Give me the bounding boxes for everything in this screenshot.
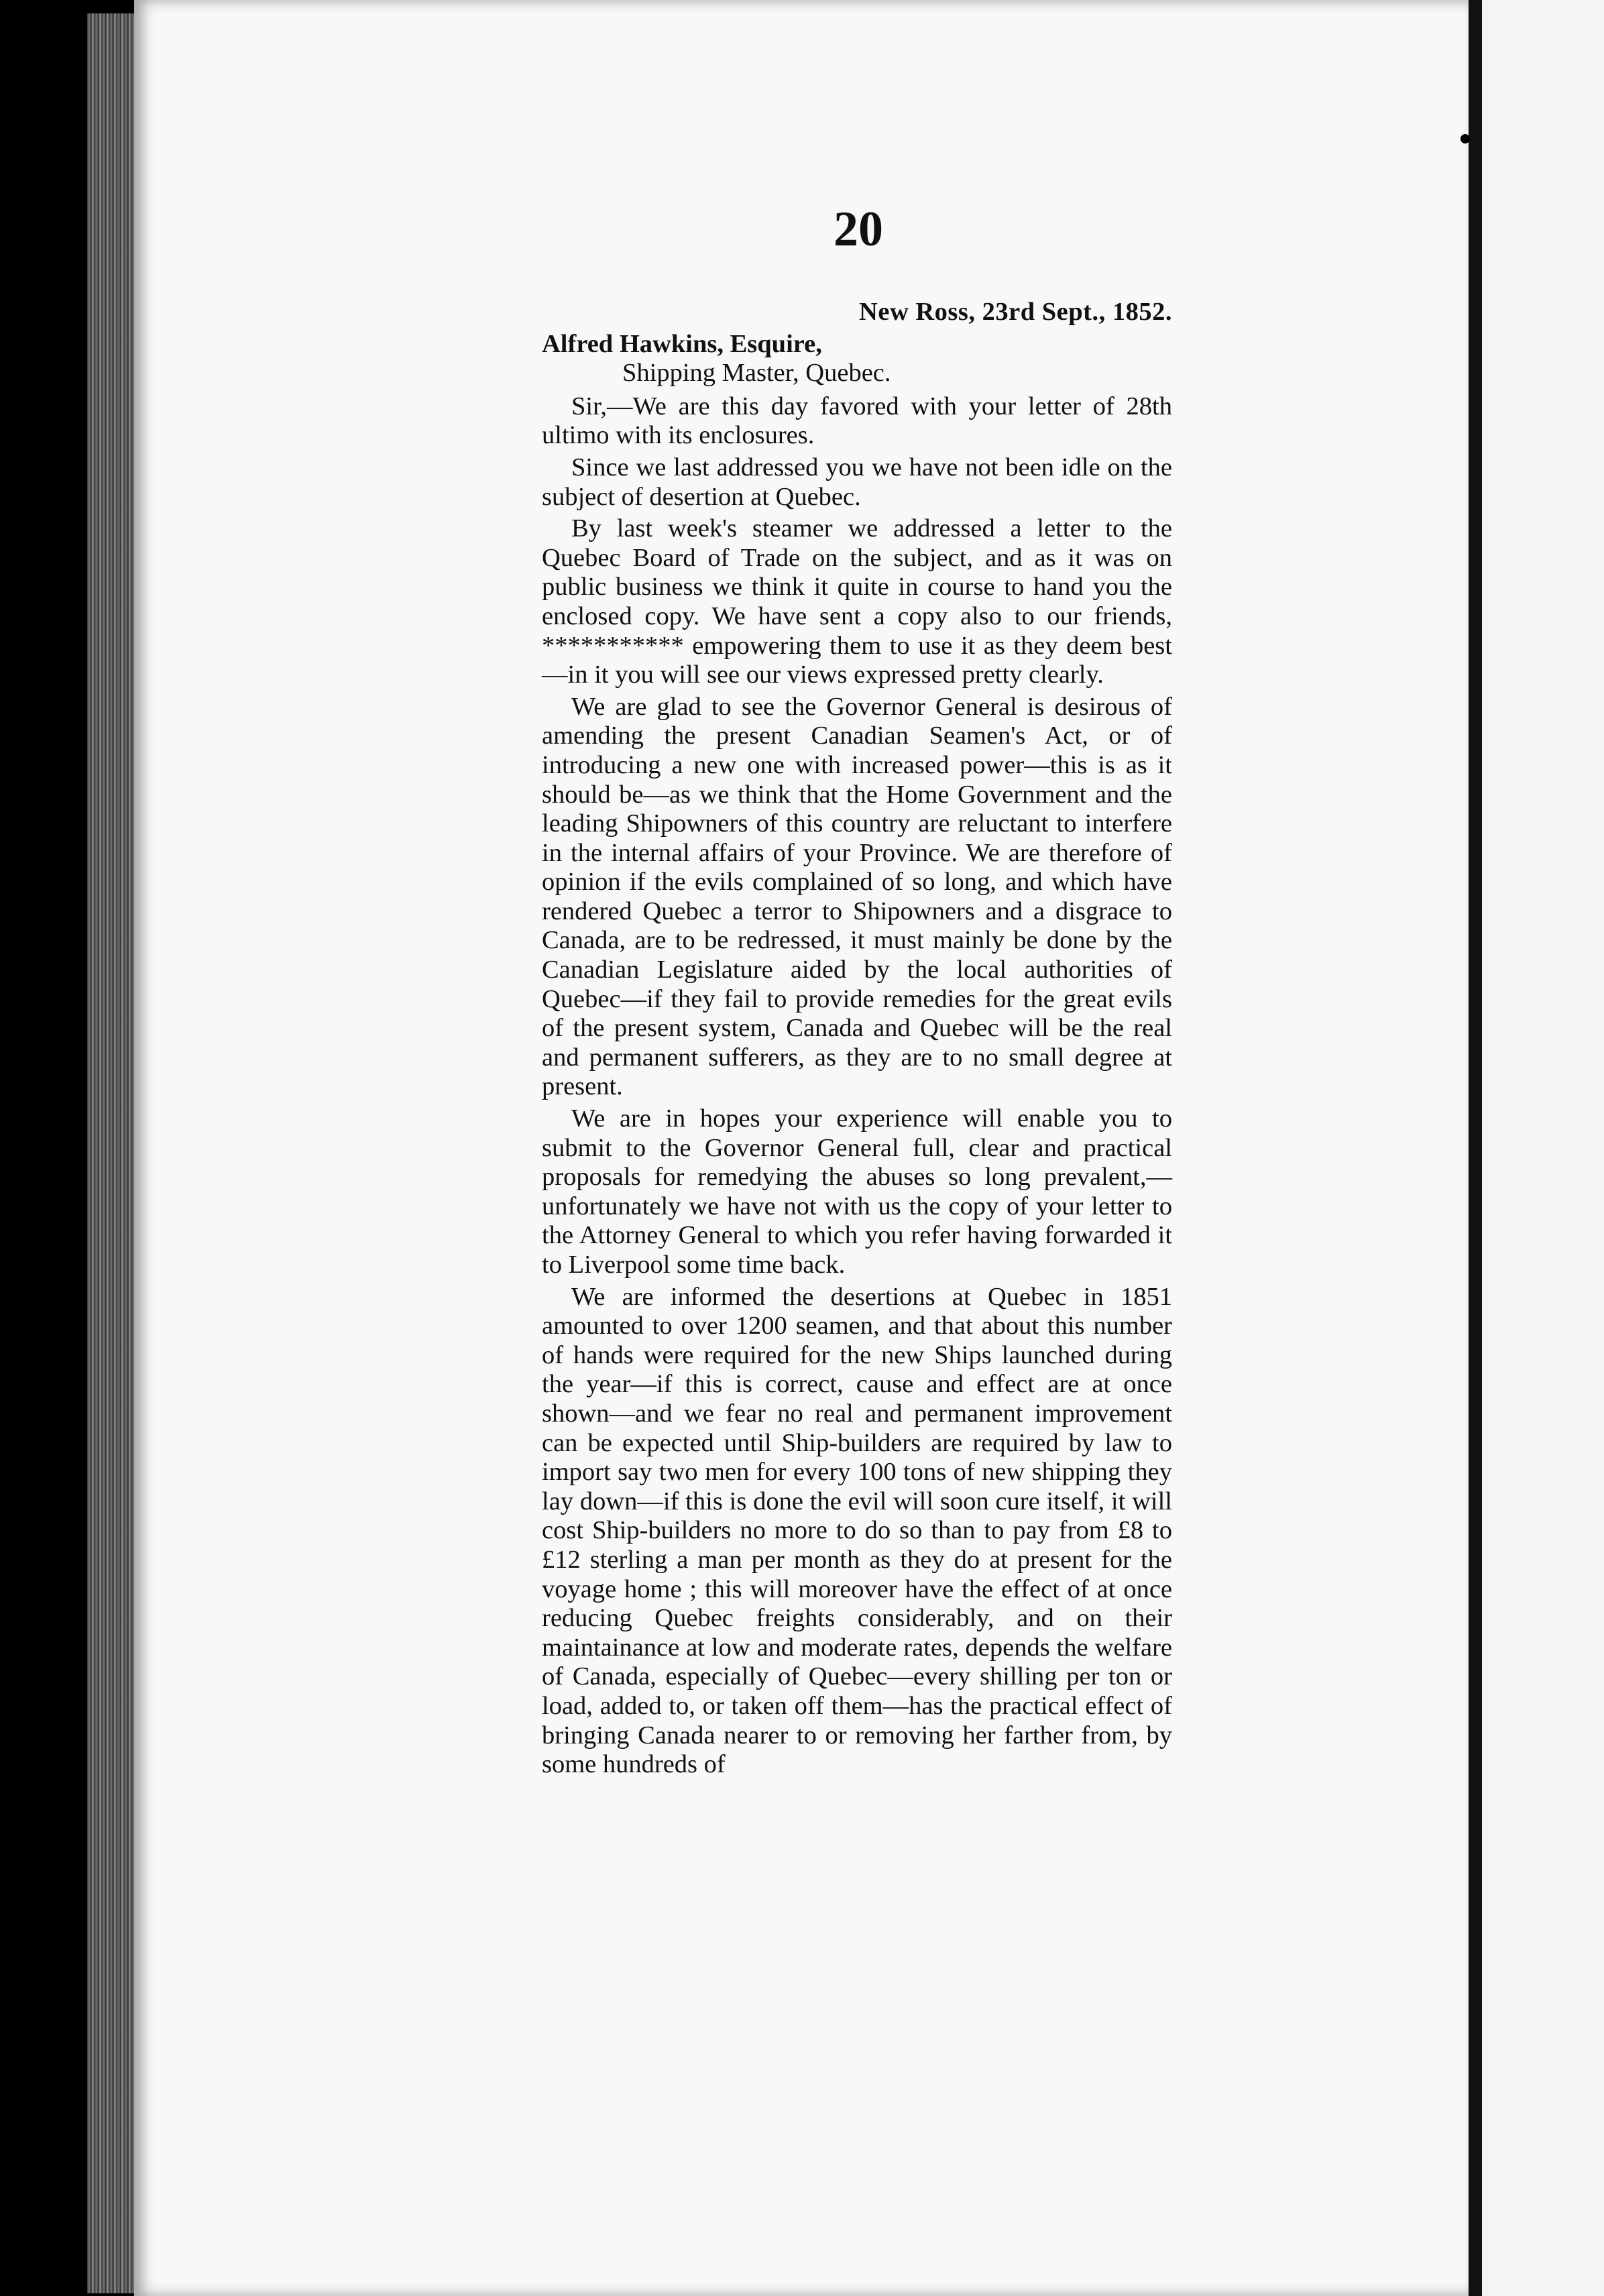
addressee-name: [542, 330, 1172, 359]
letter-paragraph: We are in hopes your experience will enable you to submit to the Governor General full, clear and practical proposals for remedying the abuses so long prevalent,—unfortunately we have not with us the copy of your letter to the Attorney General to which you refer having forwarded it to Liverpool some time back.: [542, 1104, 1172, 1279]
adjacent-page-edge: [1482, 0, 1604, 2296]
letter-body: [542, 298, 1172, 1782]
letter-dateline: New Ross, 23rd Sept., 1852.: [859, 298, 1172, 326]
letter-paragraph: By last week's steamer we addressed a letter to the Quebec Board of Trade on the subject, and as it was on public business we think it quite in course to hand you the enclosed copy. We have sent a copy also to our friends, *********** empowering them to use it as they deem best—in it you will see our views expressed pretty clearly.: [542, 514, 1172, 689]
letter-paragraph: We are glad to see the Governor General is desirous of amending the present Canadian Seamen's Act, or of introducing a new one with increased power—this is as it should be—as we think that the Home Government and the leading Shipowners of this country are reluctant to interfere in the internal affairs of your Province. We are therefore of opinion if the evils complained of so long, and which have rendered Quebec a terror to Shipowners and a disgrace to Canada, are to be redressed, it must mainly be done by the Canadian Legislature aided by the local authorities of Quebec—if they fail to provide remedies for the great evils of the present system, Canada and Quebec will be the real and permanent sufferers, as they are to no small degree at present.: [542, 692, 1172, 1101]
addressee-name-text: Alfred Hawkins, Esquire,: [542, 329, 822, 358]
letter-paragraph: Sir,—We are this day favored with your letter of 28th ultimo with its enclosures.: [542, 392, 1172, 450]
page-edge-mark: [1460, 134, 1470, 144]
letter-paragraph: We are informed the desertions at Quebec in 1851 amounted to over 1200 seamen, and that about this number of hands were required for the new Ships launched during the year—if this is correct, cause and effect are at once shown—and we fear no real and permanent improvement can be expected until Ship-builders are required by law to import say two men for every 100 tons of new shipping they lay down—if this is done the evil will soon cure itself, it will cost Ship-builders no more to do so than to pay from £8 to £12 sterling a man per month as they do at present for the voyage home ; this will moreover have the effect of at once reducing Quebec freights considerably, and on their maintainance at low and moderate rates, depends the welfare of Canada, especially of Quebec—every shilling per ton or load, added to, or taken off them—has the practical effect of bringing Canada nearer to or removing her farther from, by some hundreds of: [542, 1282, 1172, 1779]
letter-paragraph: Since we last addressed you we have not been idle on the subject of desertion at Quebec.: [542, 453, 1172, 511]
page-gutter: [1469, 0, 1482, 2296]
addressee-title: Shipping Master, Quebec.: [622, 359, 891, 388]
page-number: 20: [834, 202, 883, 257]
